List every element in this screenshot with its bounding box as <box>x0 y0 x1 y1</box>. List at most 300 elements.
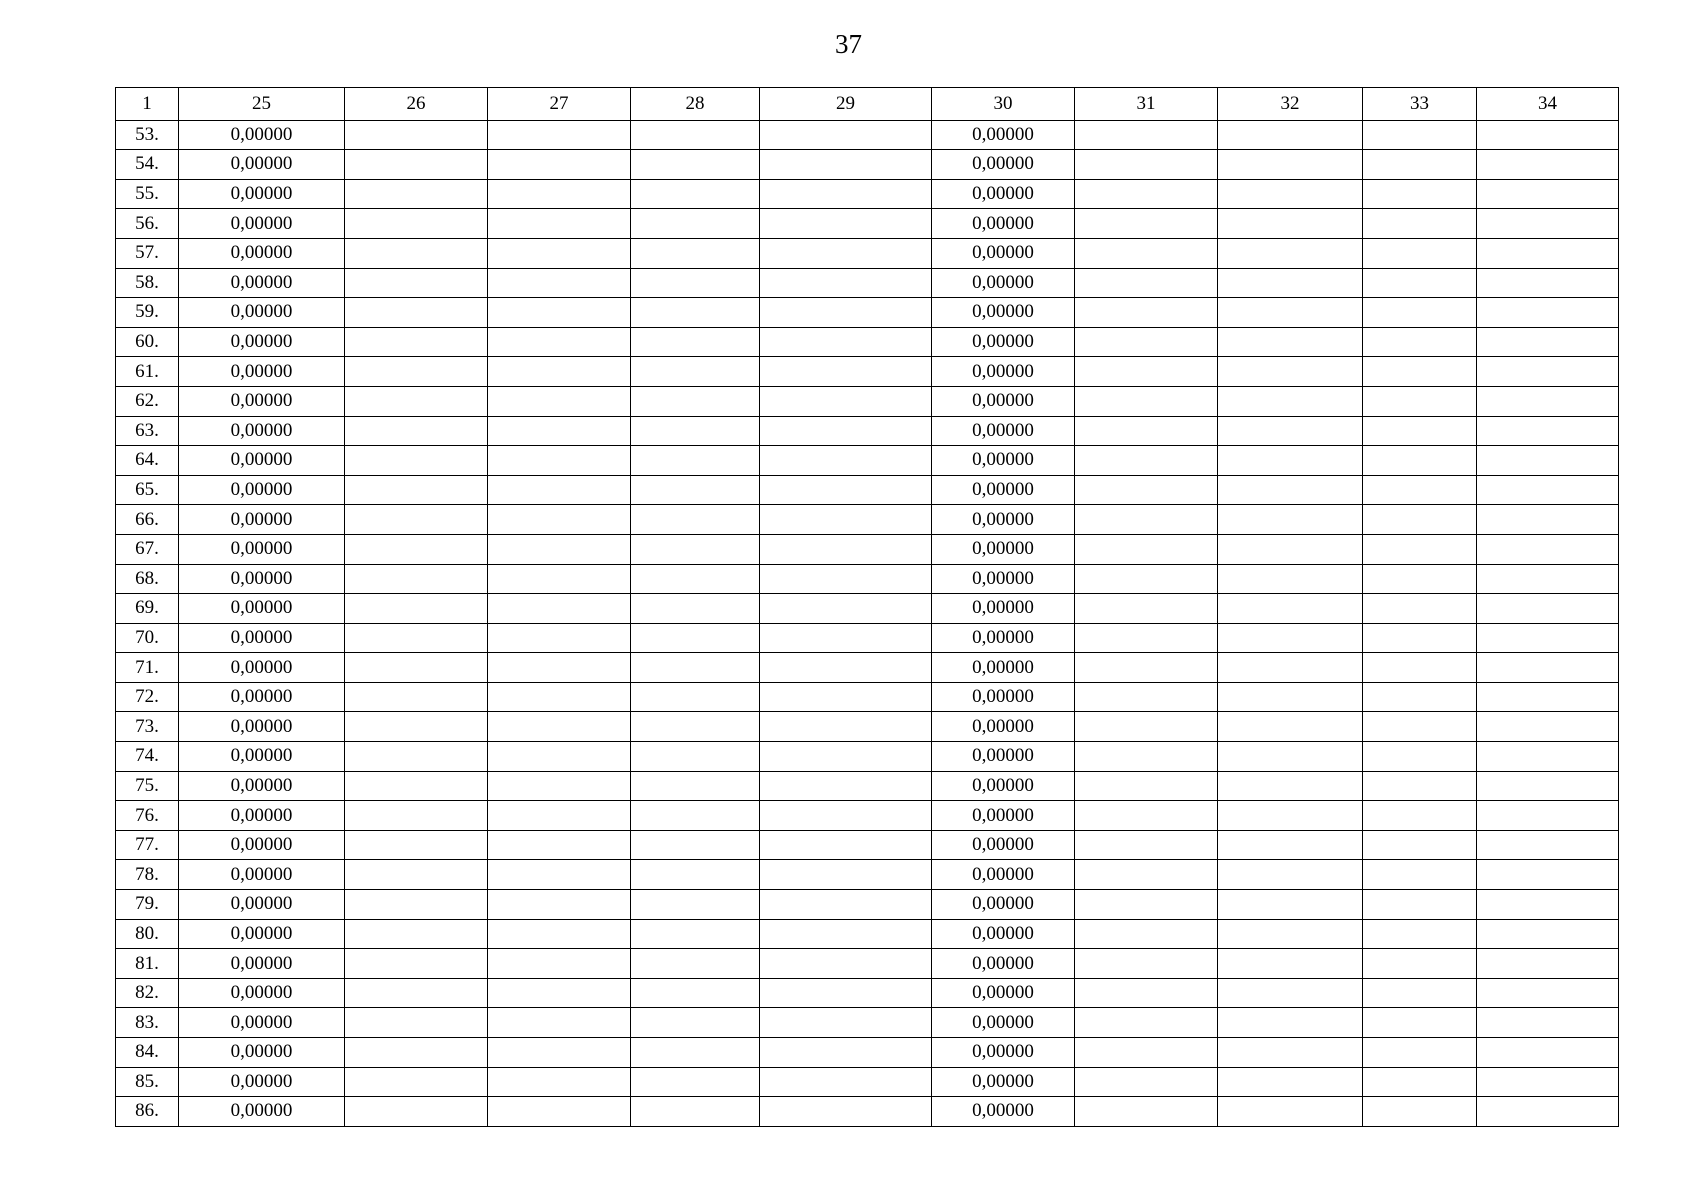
column-header: 33 <box>1363 88 1477 121</box>
table-cell: 0,00000 <box>932 209 1075 239</box>
table-cell <box>631 120 760 150</box>
table-cell <box>1218 209 1363 239</box>
table-row <box>116 1097 1619 1127</box>
table-cell <box>345 534 488 564</box>
table-cell: 0,00000 <box>179 949 345 979</box>
table-cell: 0,00000 <box>179 830 345 860</box>
table-cell <box>1363 298 1477 328</box>
table-cell: 0,00000 <box>179 1038 345 1068</box>
table-cell: 0,00000 <box>179 919 345 949</box>
table-cell: 0,00000 <box>179 742 345 772</box>
table-cell <box>1363 830 1477 860</box>
table-cell <box>1075 1008 1218 1038</box>
row-number-cell: 74. <box>116 742 179 772</box>
row-number-cell: 86. <box>116 1097 179 1127</box>
table-row <box>116 120 1619 150</box>
table-cell <box>1477 120 1619 150</box>
table-cell <box>760 712 932 742</box>
table-cell <box>1218 416 1363 446</box>
table-cell <box>1075 298 1218 328</box>
table-cell <box>1477 1008 1619 1038</box>
table-cell: 0,00000 <box>932 771 1075 801</box>
table-cell <box>345 682 488 712</box>
table-cell <box>1075 564 1218 594</box>
table-cell <box>1477 386 1619 416</box>
table-cell <box>1075 712 1218 742</box>
table-cell <box>1477 564 1619 594</box>
table-cell <box>1477 682 1619 712</box>
table-row <box>116 890 1619 920</box>
table-cell <box>1218 446 1363 476</box>
table-cell <box>1075 801 1218 831</box>
table-cell <box>1363 475 1477 505</box>
table-cell: 0,00000 <box>179 1097 345 1127</box>
table-cell <box>488 298 631 328</box>
table-cell: 0,00000 <box>179 475 345 505</box>
table-row <box>116 150 1619 180</box>
table-cell <box>345 801 488 831</box>
table-cell <box>760 564 932 594</box>
table-row <box>116 238 1619 268</box>
table-cell <box>1075 771 1218 801</box>
table-cell <box>488 150 631 180</box>
row-number-cell: 77. <box>116 830 179 860</box>
row-number-cell: 64. <box>116 446 179 476</box>
table-cell <box>760 949 932 979</box>
table-row <box>116 682 1619 712</box>
table-cell <box>631 327 760 357</box>
table-cell <box>345 238 488 268</box>
table-cell <box>488 475 631 505</box>
row-number-cell: 82. <box>116 978 179 1008</box>
table-cell <box>760 357 932 387</box>
table-cell <box>345 1097 488 1127</box>
page-number: 37 <box>835 29 862 59</box>
column-header: 27 <box>488 88 631 121</box>
table-cell: 0,00000 <box>179 446 345 476</box>
table-cell: 0,00000 <box>932 298 1075 328</box>
column-header: 28 <box>631 88 760 121</box>
table-cell <box>1363 564 1477 594</box>
table-cell: 0,00000 <box>932 830 1075 860</box>
table-cell <box>1477 357 1619 387</box>
table-row <box>116 386 1619 416</box>
table-cell: 0,00000 <box>179 978 345 1008</box>
table-cell <box>1218 712 1363 742</box>
table-cell <box>760 801 932 831</box>
table-cell <box>1477 830 1619 860</box>
table-cell <box>1477 949 1619 979</box>
table-cell <box>1363 386 1477 416</box>
table-cell <box>631 268 760 298</box>
table-cell <box>1363 179 1477 209</box>
row-number-cell: 75. <box>116 771 179 801</box>
table-cell <box>631 1067 760 1097</box>
table-cell: 0,00000 <box>932 179 1075 209</box>
row-number-cell: 73. <box>116 712 179 742</box>
table-cell <box>760 742 932 772</box>
column-header: 1 <box>116 88 179 121</box>
table-cell <box>760 830 932 860</box>
table-cell <box>488 742 631 772</box>
table-cell <box>1075 653 1218 683</box>
table-row <box>116 830 1619 860</box>
table-cell <box>1075 179 1218 209</box>
table-cell: 0,00000 <box>932 742 1075 772</box>
table-cell <box>345 505 488 535</box>
table-cell <box>488 1067 631 1097</box>
row-number-cell: 59. <box>116 298 179 328</box>
table-cell: 0,00000 <box>179 564 345 594</box>
column-header: 32 <box>1218 88 1363 121</box>
table-row <box>116 1067 1619 1097</box>
table-cell <box>760 682 932 712</box>
table-cell: 0,00000 <box>179 1067 345 1097</box>
table-cell <box>1477 860 1619 890</box>
table-cell <box>1363 771 1477 801</box>
table-cell: 0,00000 <box>932 1038 1075 1068</box>
table-cell: 0,00000 <box>179 416 345 446</box>
table-row <box>116 653 1619 683</box>
table-cell <box>760 386 932 416</box>
table-cell <box>345 949 488 979</box>
table-cell <box>488 712 631 742</box>
table-cell <box>488 564 631 594</box>
row-number-cell: 80. <box>116 919 179 949</box>
table-cell <box>345 830 488 860</box>
table-cell <box>1363 949 1477 979</box>
table-cell <box>1477 653 1619 683</box>
table-cell <box>631 150 760 180</box>
table-cell <box>631 742 760 772</box>
row-number-cell: 54. <box>116 150 179 180</box>
row-number-cell: 62. <box>116 386 179 416</box>
table-cell: 0,00000 <box>932 890 1075 920</box>
table-cell: 0,00000 <box>179 298 345 328</box>
table-cell <box>1218 890 1363 920</box>
table-cell <box>345 890 488 920</box>
table-cell: 0,00000 <box>932 150 1075 180</box>
table-cell <box>1477 179 1619 209</box>
table-cell <box>1477 1038 1619 1068</box>
table-cell <box>1075 534 1218 564</box>
table-cell: 0,00000 <box>932 653 1075 683</box>
table-cell <box>345 357 488 387</box>
table-row <box>116 564 1619 594</box>
table-cell <box>1477 416 1619 446</box>
table-cell: 0,00000 <box>179 860 345 890</box>
table-cell <box>1363 446 1477 476</box>
table-cell <box>488 209 631 239</box>
table-cell <box>1075 357 1218 387</box>
table-cell <box>1075 386 1218 416</box>
table-cell <box>631 771 760 801</box>
table-cell <box>1075 327 1218 357</box>
table-cell: 0,00000 <box>179 771 345 801</box>
table-cell <box>488 1097 631 1127</box>
table-cell <box>760 446 932 476</box>
table-cell <box>488 1038 631 1068</box>
table-cell <box>488 919 631 949</box>
table-cell <box>1363 1097 1477 1127</box>
table-cell <box>1477 890 1619 920</box>
table-cell: 0,00000 <box>179 653 345 683</box>
row-number-cell: 56. <box>116 209 179 239</box>
table-cell: 0,00000 <box>932 446 1075 476</box>
table-cell <box>1218 830 1363 860</box>
table-cell <box>1363 1067 1477 1097</box>
table-cell <box>1218 150 1363 180</box>
table-cell <box>1477 209 1619 239</box>
table-cell <box>488 120 631 150</box>
table-cell <box>760 298 932 328</box>
table-cell <box>345 860 488 890</box>
row-number-cell: 78. <box>116 860 179 890</box>
table-cell <box>1363 357 1477 387</box>
table-cell <box>1075 446 1218 476</box>
table-cell <box>1363 682 1477 712</box>
table-row <box>116 623 1619 653</box>
column-header: 29 <box>760 88 932 121</box>
table-cell <box>631 682 760 712</box>
table-cell <box>1477 238 1619 268</box>
table-cell <box>1075 890 1218 920</box>
table-body <box>116 88 1619 1127</box>
table-cell: 0,00000 <box>179 890 345 920</box>
table-cell <box>1218 1038 1363 1068</box>
table-cell <box>631 505 760 535</box>
table-cell <box>1477 446 1619 476</box>
table-cell <box>488 327 631 357</box>
table-cell <box>760 1097 932 1127</box>
table-cell <box>631 890 760 920</box>
table-cell <box>1075 1097 1218 1127</box>
row-number-cell: 65. <box>116 475 179 505</box>
table-cell: 0,00000 <box>932 682 1075 712</box>
table-cell <box>1218 1008 1363 1038</box>
row-number-cell: 55. <box>116 179 179 209</box>
table-cell <box>760 1008 932 1038</box>
table-row <box>116 919 1619 949</box>
table-cell <box>488 505 631 535</box>
table-cell <box>1363 653 1477 683</box>
table-cell <box>488 830 631 860</box>
table-cell <box>1218 623 1363 653</box>
table-cell <box>1075 416 1218 446</box>
table-cell <box>345 653 488 683</box>
table-cell <box>488 238 631 268</box>
table-cell <box>1477 771 1619 801</box>
table-cell: 0,00000 <box>932 564 1075 594</box>
table-cell <box>631 1097 760 1127</box>
table-cell <box>1477 1067 1619 1097</box>
table-cell <box>760 238 932 268</box>
table-cell <box>1075 978 1218 1008</box>
table-cell <box>488 446 631 476</box>
table-cell <box>345 742 488 772</box>
table-cell <box>488 179 631 209</box>
table-cell <box>1075 238 1218 268</box>
table-row <box>116 446 1619 476</box>
table-cell <box>1363 890 1477 920</box>
table-cell <box>1075 150 1218 180</box>
table-cell <box>1218 238 1363 268</box>
table-cell <box>760 120 932 150</box>
table-cell <box>631 949 760 979</box>
table-row <box>116 1038 1619 1068</box>
row-number-cell: 81. <box>116 949 179 979</box>
table-row <box>116 978 1619 1008</box>
table-cell <box>488 801 631 831</box>
table-cell: 0,00000 <box>932 949 1075 979</box>
table-cell <box>488 949 631 979</box>
table-cell <box>760 179 932 209</box>
table-cell <box>760 209 932 239</box>
table-cell <box>345 564 488 594</box>
table-cell <box>1363 712 1477 742</box>
table-cell <box>760 594 932 624</box>
table-row <box>116 327 1619 357</box>
table-cell <box>345 771 488 801</box>
table-cell: 0,00000 <box>179 1008 345 1038</box>
row-number-cell: 71. <box>116 653 179 683</box>
table-cell <box>345 919 488 949</box>
table-cell <box>345 179 488 209</box>
table-cell <box>1218 801 1363 831</box>
row-number-cell: 70. <box>116 623 179 653</box>
table-cell <box>1363 919 1477 949</box>
table-cell: 0,00000 <box>932 238 1075 268</box>
table-cell <box>1477 1097 1619 1127</box>
table-row <box>116 534 1619 564</box>
table-cell <box>345 298 488 328</box>
table-cell <box>1363 150 1477 180</box>
table-cell <box>345 150 488 180</box>
row-number-cell: 66. <box>116 505 179 535</box>
table-cell <box>1477 594 1619 624</box>
table-cell <box>1363 268 1477 298</box>
table-cell <box>1477 268 1619 298</box>
table-cell <box>1075 860 1218 890</box>
row-number-cell: 61. <box>116 357 179 387</box>
table-cell <box>760 534 932 564</box>
table-cell <box>760 978 932 1008</box>
table-cell <box>631 594 760 624</box>
table-cell <box>760 771 932 801</box>
table-cell <box>631 386 760 416</box>
row-number-cell: 63. <box>116 416 179 446</box>
table-cell: 0,00000 <box>932 386 1075 416</box>
table-cell <box>345 1067 488 1097</box>
table-cell <box>1363 120 1477 150</box>
table-cell <box>1218 298 1363 328</box>
table-cell <box>1477 919 1619 949</box>
table-cell <box>1363 505 1477 535</box>
table-cell <box>1218 1097 1363 1127</box>
table-cell <box>631 209 760 239</box>
table-row <box>116 416 1619 446</box>
table-cell <box>345 416 488 446</box>
table-cell <box>1477 742 1619 772</box>
table-cell: 0,00000 <box>932 534 1075 564</box>
table-cell <box>488 416 631 446</box>
table-row <box>116 298 1619 328</box>
table-cell <box>1218 386 1363 416</box>
table-row <box>116 801 1619 831</box>
table-cell <box>488 357 631 387</box>
table-cell <box>631 357 760 387</box>
table-row <box>116 475 1619 505</box>
table-cell <box>1218 268 1363 298</box>
table-cell <box>631 446 760 476</box>
table-cell <box>1075 1038 1218 1068</box>
table-cell <box>760 505 932 535</box>
table-cell: 0,00000 <box>179 594 345 624</box>
table-cell: 0,00000 <box>179 386 345 416</box>
table-cell <box>760 623 932 653</box>
data-table <box>115 87 1619 1127</box>
table-cell <box>760 416 932 446</box>
table-cell <box>1218 860 1363 890</box>
table-cell <box>1075 623 1218 653</box>
table-cell: 0,00000 <box>179 209 345 239</box>
table-cell <box>1477 150 1619 180</box>
table-cell <box>345 623 488 653</box>
table-cell <box>488 534 631 564</box>
table-cell <box>345 475 488 505</box>
table-cell <box>631 564 760 594</box>
table-cell <box>1477 978 1619 1008</box>
table-cell <box>760 919 932 949</box>
table-cell <box>1477 534 1619 564</box>
table-cell <box>488 771 631 801</box>
table-cell: 0,00000 <box>179 682 345 712</box>
table-cell: 0,00000 <box>932 327 1075 357</box>
table-cell <box>1218 919 1363 949</box>
table-cell <box>345 978 488 1008</box>
table-cell <box>1218 357 1363 387</box>
table-cell <box>1075 594 1218 624</box>
table-cell <box>1218 327 1363 357</box>
table-cell <box>1363 594 1477 624</box>
table-cell <box>1075 120 1218 150</box>
table-cell <box>345 327 488 357</box>
table-cell <box>488 653 631 683</box>
table-cell <box>1477 712 1619 742</box>
table-cell <box>1477 505 1619 535</box>
table-row <box>116 268 1619 298</box>
table-row <box>116 742 1619 772</box>
table-cell: 0,00000 <box>932 801 1075 831</box>
table-cell <box>1363 1038 1477 1068</box>
table-cell <box>760 890 932 920</box>
table-cell <box>631 919 760 949</box>
table-cell <box>1218 742 1363 772</box>
table-cell <box>1075 742 1218 772</box>
table-cell <box>631 416 760 446</box>
column-header: 31 <box>1075 88 1218 121</box>
table-cell <box>760 1067 932 1097</box>
table-cell <box>631 238 760 268</box>
row-number-cell: 53. <box>116 120 179 150</box>
table-row <box>116 505 1619 535</box>
table-cell <box>1218 594 1363 624</box>
row-number-cell: 79. <box>116 890 179 920</box>
table-cell <box>1363 801 1477 831</box>
table-cell <box>631 712 760 742</box>
table-cell <box>1218 505 1363 535</box>
table-cell: 0,00000 <box>932 860 1075 890</box>
